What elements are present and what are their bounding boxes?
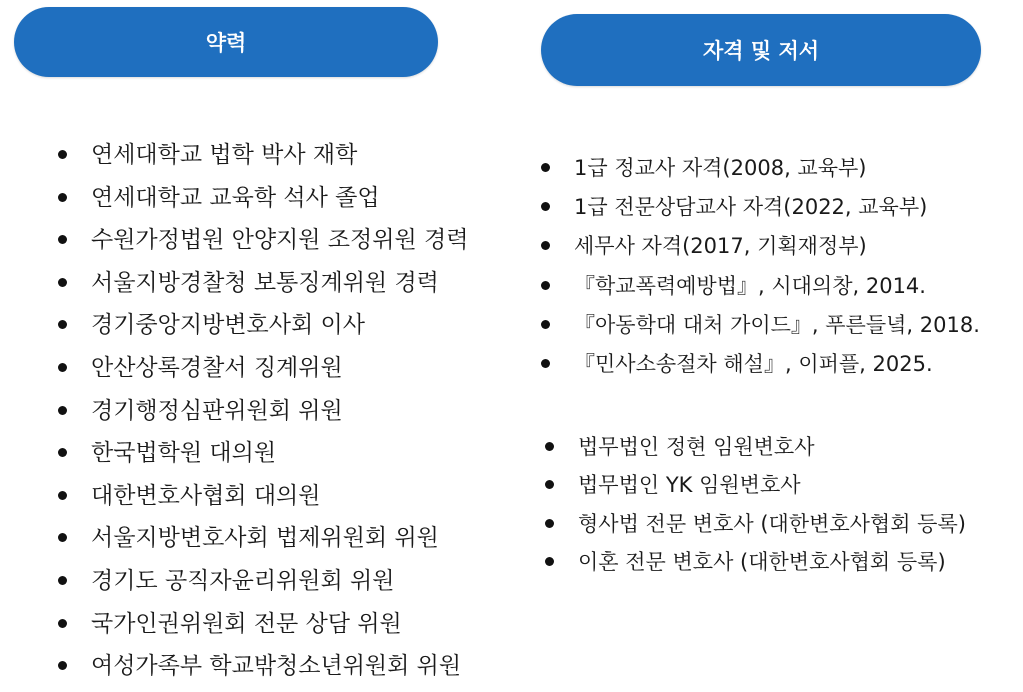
qualifications-list — [541, 150, 980, 385]
position-item: 이혼 전문 변호사 (대한변호사협회 등록) — [545, 544, 966, 582]
qualification-item: 세무사 자격(2017, 기획재정부) — [541, 228, 980, 267]
qualifications-header — [541, 14, 981, 86]
career-item: 안산상록경찰서 징계위원 — [58, 349, 468, 392]
career-item: 연세대학교 법학 박사 재학 — [58, 136, 468, 179]
career-item: 서울지방경찰청 보통징계위원 경력 — [58, 264, 468, 307]
publication-item: 『민사소송절차 해설』, 이퍼플, 2025. — [541, 346, 980, 385]
career-item: 대한변호사협회 대의원 — [58, 477, 468, 520]
publication-item: 『아동학대 대처 가이드』, 푸른들녘, 2018. — [541, 307, 980, 346]
qualification-item: 1급 전문상담교사 자격(2022, 교육부) — [541, 189, 980, 228]
positions-list — [545, 429, 966, 582]
position-item: 형사법 전문 변호사 (대한변호사협회 등록) — [545, 506, 966, 544]
career-item: 연세대학교 교육학 석사 졸업 — [58, 179, 468, 222]
career-title: 약력 — [205, 31, 247, 55]
qualification-item: 1급 정교사 자격(2008, 교육부) — [541, 150, 980, 189]
career-item: 서울지방변호사회 법제위원회 위원 — [58, 519, 468, 562]
career-item: 수원가정법원 안양지원 조정위원 경력 — [58, 221, 468, 264]
position-item: 법무법인 정현 임원변호사 — [545, 429, 966, 467]
publication-item: 『학교폭력예방법』, 시대의창, 2014. — [541, 268, 980, 307]
career-header — [14, 7, 438, 77]
career-item: 국가인권위원회 전문 상담 위원 — [58, 605, 468, 648]
career-list — [58, 136, 468, 690]
career-item: 경기행정심판위원회 위원 — [58, 392, 468, 435]
career-item: 한국법학원 대의원 — [58, 434, 468, 477]
qualifications-title: 자격 및 저서 — [702, 39, 820, 63]
career-item: 경기도 공직자윤리위원회 위원 — [58, 562, 468, 605]
career-item: 경기중앙지방변호사회 이사 — [58, 306, 468, 349]
career-item: 여성가족부 학교밖청소년위원회 위원 — [58, 647, 468, 690]
position-item: 법무법인 YK 임원변호사 — [545, 467, 966, 505]
